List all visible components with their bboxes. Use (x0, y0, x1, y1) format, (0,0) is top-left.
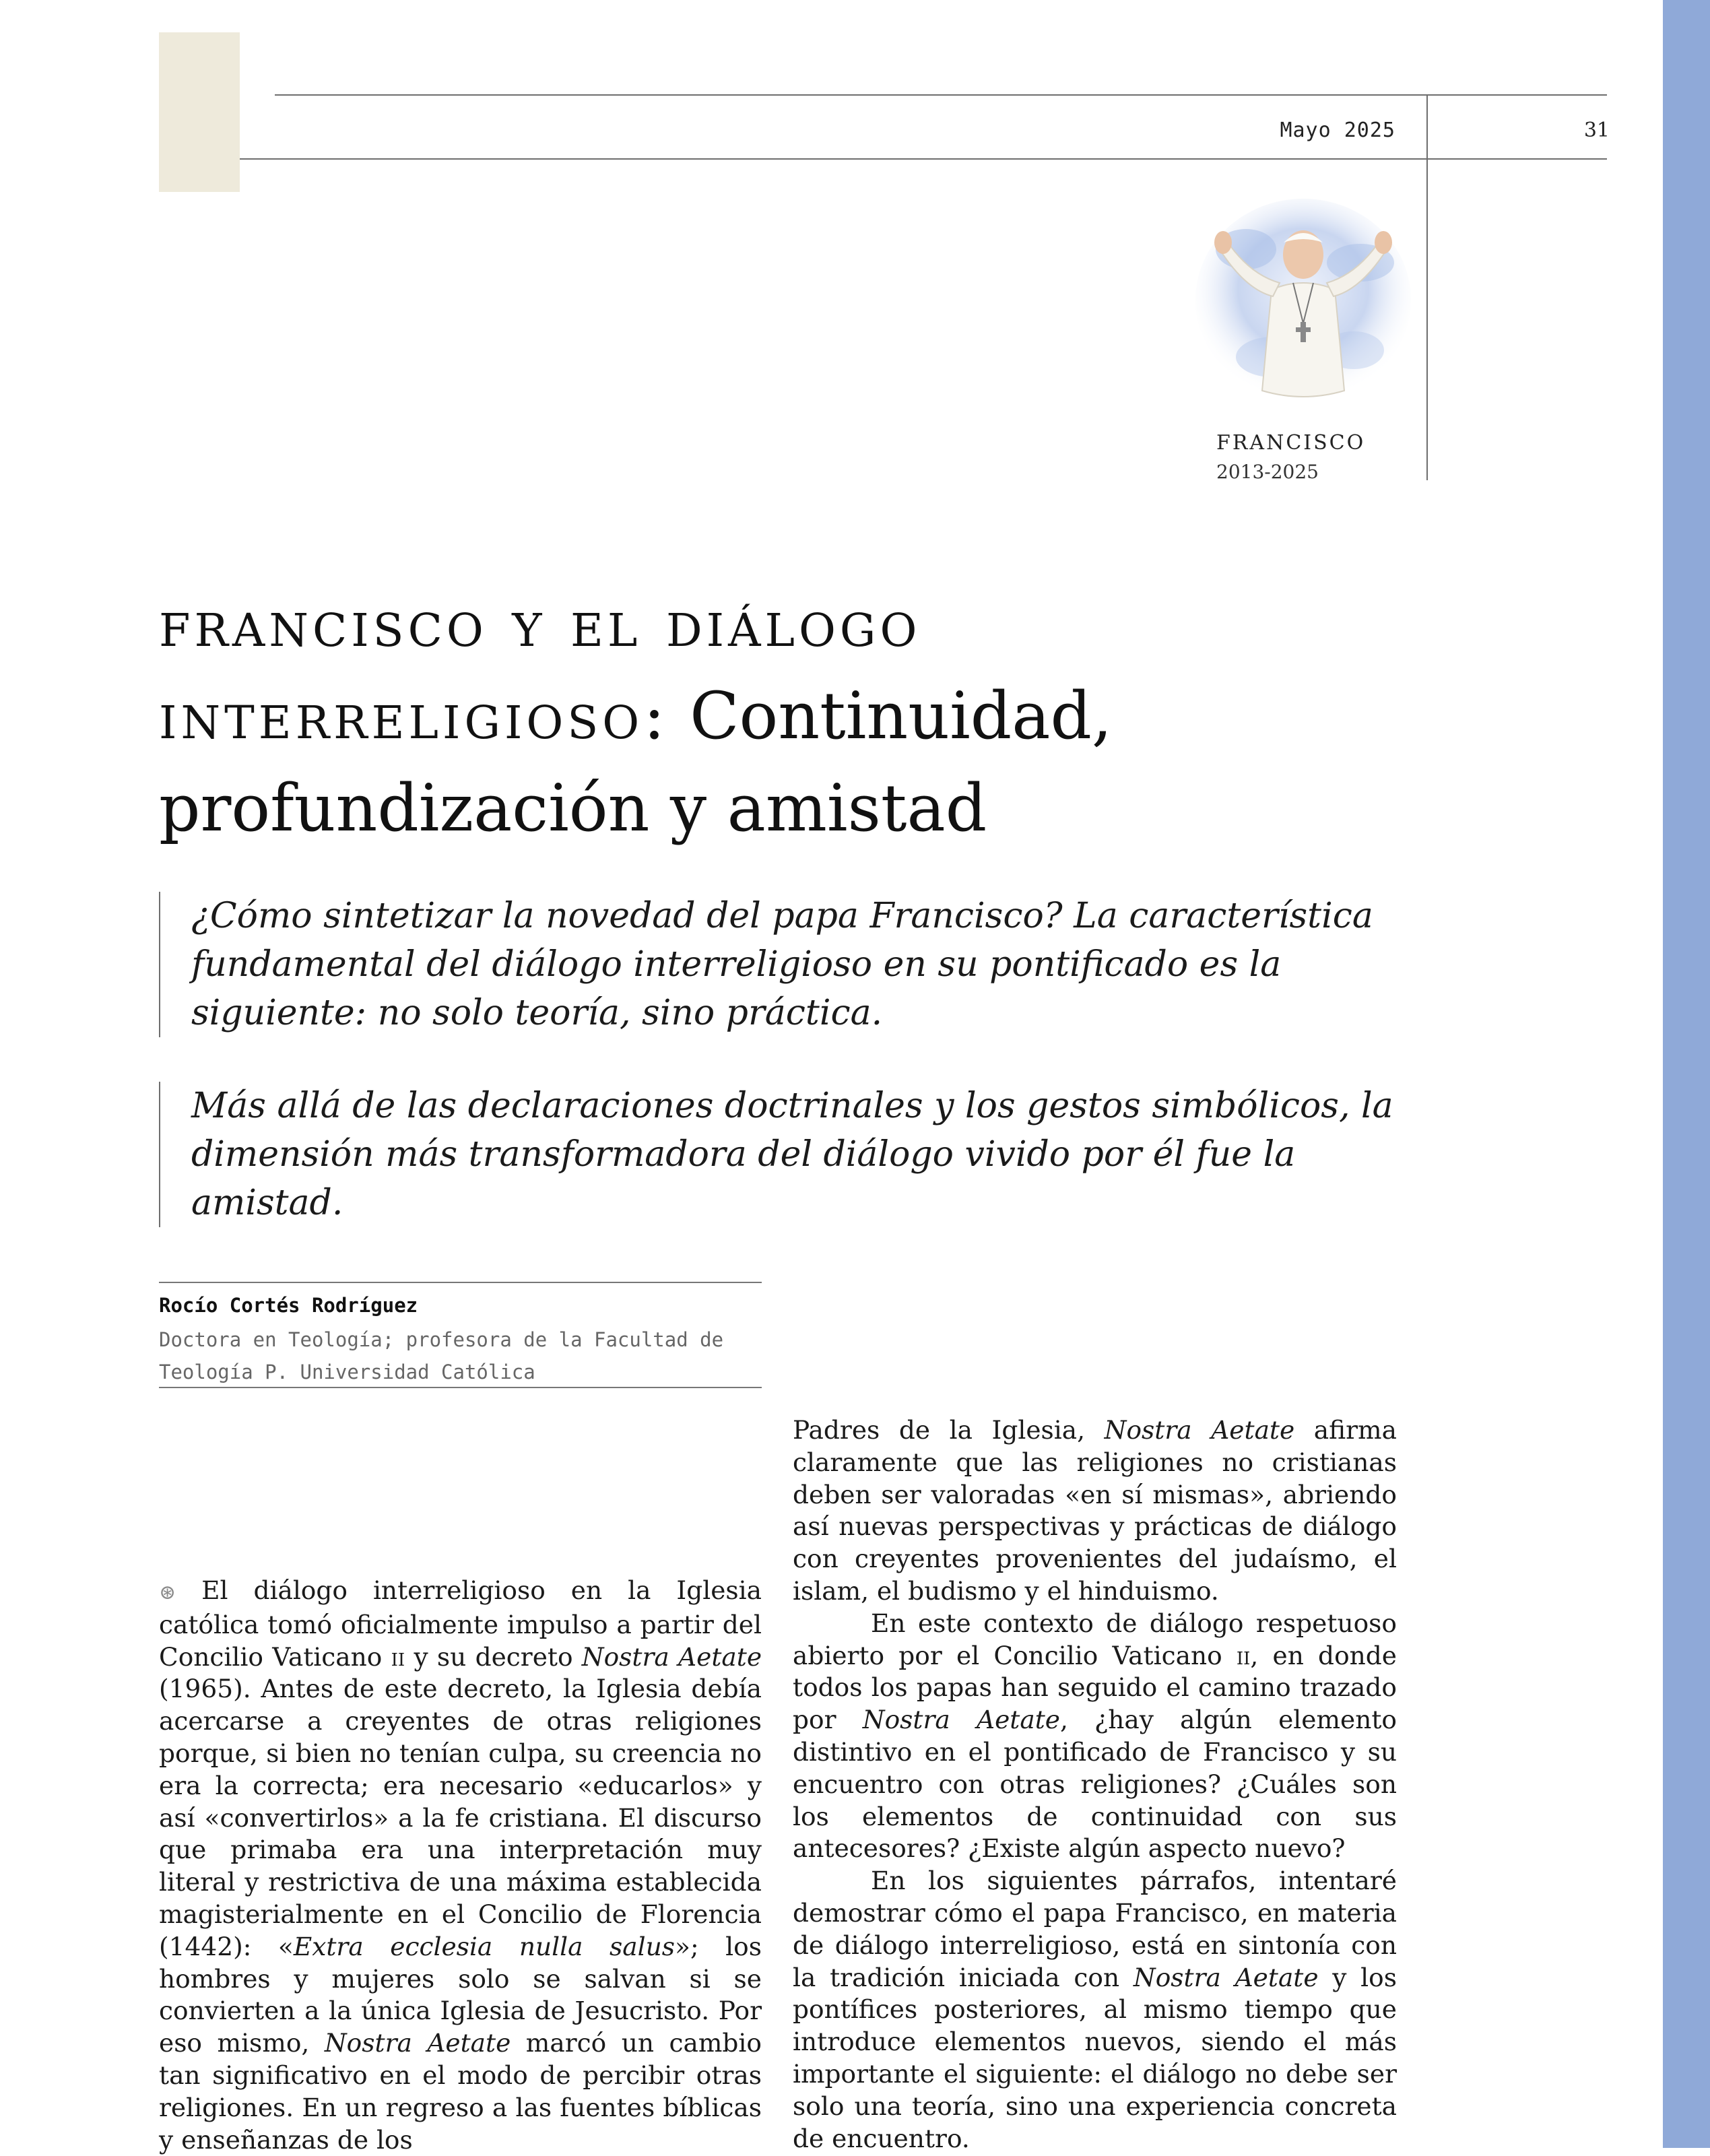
author-affiliation: Doctora en Teología; profesora de la Facultad de Teología P. Universidad Católica (159, 1328, 724, 1383)
pope-name: FRANCISCO (1216, 431, 1366, 455)
paragraph: Padres de la Iglesia, Nostra Aetate afirma claramente que las religiones no cristianas deben ser valoradas «en sí mismas», abriendo así nuevas perspectivas y prácticas de diálogo con creyentes provenientes del judaísmo, el islam, el budismo y el hinduismo. (793, 1415, 1397, 1606)
pope-portrait-icon (1192, 189, 1414, 411)
title-smallcaps-line1: francisco y el diálogo (159, 586, 921, 661)
header-tab (159, 32, 240, 192)
lead-quote-1: ¿Cómo sintetizar la novedad del papa Francisco? La característica fundamental del diálogo interreligioso en su pontificado es la siguiente: no solo teoría, sino práctica. (159, 892, 1451, 1037)
header-date: Mayo 2025 (1280, 119, 1395, 142)
side-color-band (1663, 0, 1710, 2148)
paragraph: ⊛ El diálogo interreligioso en la Iglesia católica tomó oficialmente impulso a partir del Concilio Vaticano ii y su decreto Nostra Aetate (1965). Antes de este decreto, la Iglesia debía acercarse a creyentes de otras religiones porque, si bien no tenían culpa, su creencia no era la correcta; era necesario «educarlos» y así «convertirlos» a la fe cristiana. El discurso que primaba era una interpretación muy literal y restrictiva de una máxima establecida magisterialmente en el Concilio de Florencia (1442): «Extra ecclesia nulla salus»; los hombres y mujeres solo se salvan si se convierten a la única Iglesia de Jesucristo. Por eso mismo, Nostra Aetate marcó un cambio tan significativo en el modo de percibir otras religiones. En un regreso a las fuentes bíblicas y enseñanzas de los (159, 1575, 762, 2155)
pope-portrait (1192, 189, 1414, 411)
lead-quote-2: Más allá de las declaraciones doctrinales y los gestos simbólicos, la dimensión más transformadora del diálogo vivido por él fue la amistad. (159, 1082, 1451, 1227)
section-ornament-icon: ⊛ (159, 1581, 176, 1604)
title-continuation: Continuidad, (669, 678, 1113, 754)
body-column-2 (793, 1414, 1397, 2155)
header-rule-bottom (240, 158, 1607, 160)
header-column-divider (1426, 94, 1428, 480)
title-line3: profundización y amistad (159, 771, 987, 846)
body-column-1 (159, 1575, 762, 2156)
title-smallcaps-line2: interreligioso: (159, 678, 669, 754)
paragraph: En este contexto de diálogo respetuoso abierto por el Concilio Vaticano ii, en donde todos los papas han seguido el camino trazado por Nostra Aetate, ¿hay algún elemento distintivo en el pontificado de Francisco y su encuentro con otras religiones? ¿Cuáles son los elementos de continuidad con sus antecesores? ¿Existe algún aspecto nuevo? (793, 1608, 1397, 1864)
pope-years: 2013-2025 (1216, 461, 1319, 483)
article-title (159, 578, 1304, 855)
author-box (159, 1282, 762, 1388)
author-name: Rocío Cortés Rodríguez (159, 1294, 418, 1317)
paragraph: En los siguientes párrafos, intentaré demostrar cómo el papa Francisco, en materia de diálogo interreligioso, está en sintonía con la tradición iniciada con Nostra Aetate y los pontífices posteriores, al mismo tiempo que introduce elementos nuevos, siendo el más importante el siguiente: el diálogo no debe ser solo una teoría, sino una experiencia concreta de encuentro. (793, 1866, 1397, 2153)
header-rule-top (275, 94, 1607, 96)
page-number: 31 (1583, 119, 1610, 142)
